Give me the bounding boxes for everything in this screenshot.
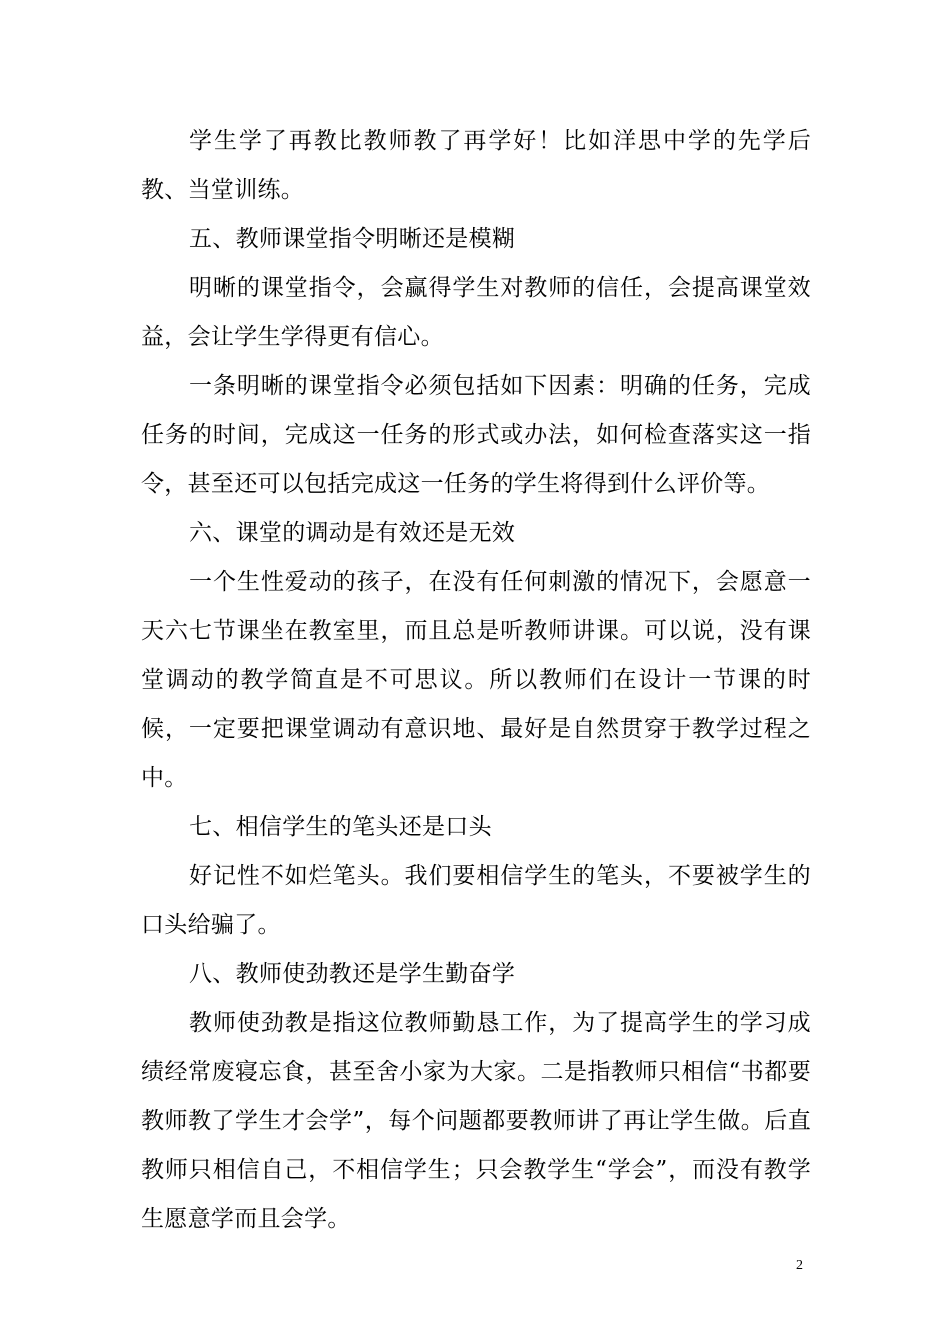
- document-body: [141, 117, 811, 1244]
- paragraph-2: 明晰的课堂指令，会赢得学生对教师的信任，会提高课堂效益，会让学生学得更有信心。: [141, 275, 811, 350]
- paragraph-3: 一条明晰的课堂指令必须包括如下因素：明确的任务，完成任务的时间，完成这一任务的形式或办法，如何检查落实这一指令，甚至还可以包括完成这一任务的学生将得到什么评价等。: [141, 373, 811, 497]
- paragraph-5: 好记性不如烂笔头。我们要相信学生的笔头，不要被学生的口头给骗了。: [141, 863, 811, 938]
- section-heading-8: 八、教师使劲教还是学生勤奋学: [189, 961, 516, 987]
- paragraph-4: 一个生性爱动的孩子，在没有任何刺激的情况下，会愿意一天六七节课坐在教室里，而且总是听教师讲课。可以说，没有课堂调动的教学简直是不可思议。所以教师们在设计一节课的时候，一定要把课堂调动有意识地、最好是自然贯穿于教学过程之中。: [141, 569, 811, 791]
- section-heading-7: 七、相信学生的笔头还是口头: [189, 814, 492, 840]
- section-heading-6: 六、课堂的调动是有效还是无效: [189, 520, 516, 546]
- section-heading-5: 五、教师课堂指令明晰还是模糊: [189, 226, 516, 252]
- paragraph-1: 学生学了再教比教师教了再学好！比如洋思中学的先学后教、当堂训练。: [141, 128, 811, 203]
- page-number: 2: [796, 1258, 803, 1273]
- paragraph-6: 教师使劲教是指这位教师勤恳工作，为了提高学生的学习成绩经常废寝忘食，甚至舍小家为大家。二是指教师只相信“书都要教师教了学生才会学”，每个问题都要教师讲了再让学生做。后直教师只相信自己，不相信学生；只会教学生“学会”，而没有教学生愿意学而且会学。: [141, 1010, 811, 1232]
